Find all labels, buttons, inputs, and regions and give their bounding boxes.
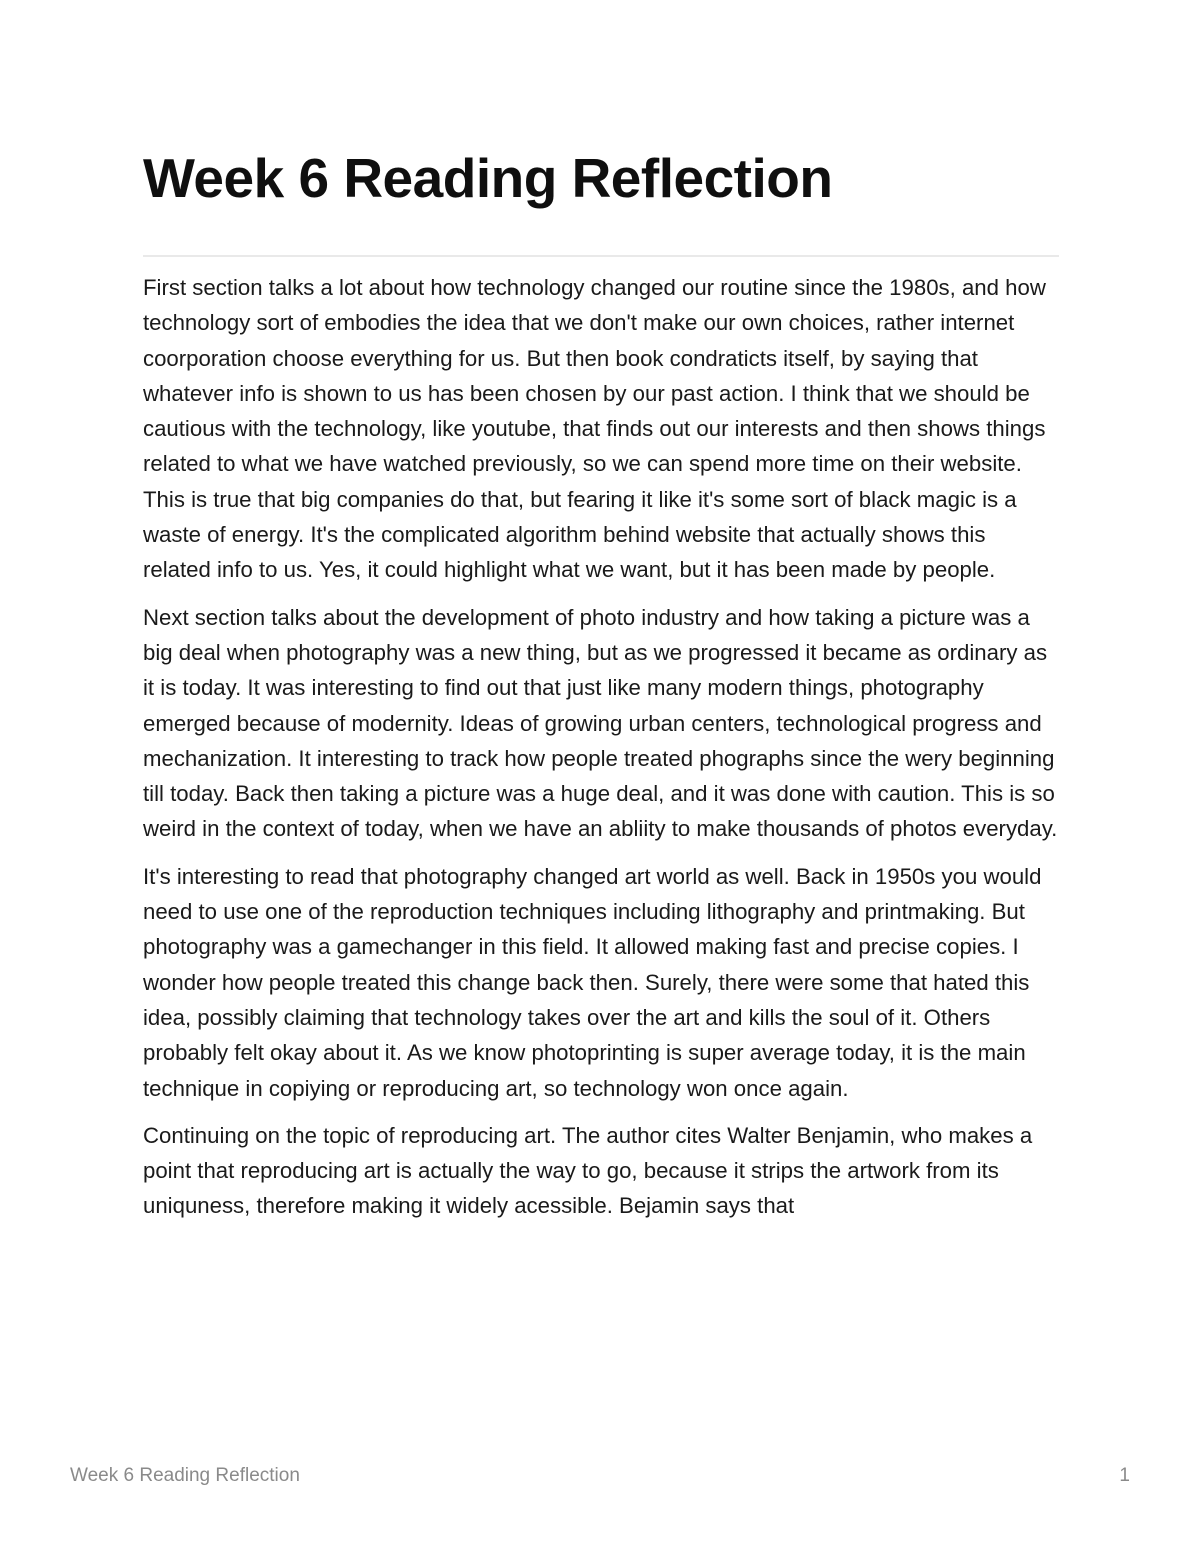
page-title: Week 6 Reading Reflection [143, 147, 833, 209]
paragraph-2: Next section talks about the development of photo industry and how taking a picture was a big deal when photography was a new thing, but as we progressed it became as ordinary as it is today. It was interesting to find out that just like many modern things, photography emerged because of modernity. Ideas of growing urban centers, technological progress and mechanization. It interesting to track how people treated phographs since the wery beginning till today. Back then taking a picture was a huge deal, and it was done with caution. This is so weird in the context of today, when we have an abliity to make thousands of photos everyday. [143, 604, 1058, 842]
document-body [143, 270, 1059, 1236]
title-divider [143, 255, 1059, 257]
paragraph-4: Continuing on the topic of reproducing art. The author cites Walter Benjamin, who makes a point that reproducing art is actually the way to go, because it strips the artwork from its uniquness, therefore making it widely acessible. Bejamin says that [143, 1122, 1033, 1219]
page-number: 1 [1119, 1465, 1130, 1486]
paragraph-3: It's interesting to read that photography changed art world as well. Back in 1950s you would need to use one of the reproduction techniques including lithography and printmaking. But photography was a gamechanger in this field. It allowed making fast and precise copies. I wonder how people treated this change back then. Surely, there were some that hated this idea, possibly claiming that technology takes over the art and kills the soul of it. Others probably felt okay about it. As we know photoprinting is super average today, it is the main technique in copiying or reproducing art, so technology won once again. [143, 863, 1042, 1101]
footer-title: Week 6 Reading Reflection [70, 1465, 300, 1486]
paragraph-1: First section talks a lot about how technology changed our routine since the 1980s, and how technology sort of embodies the idea that we don't make our own choices, rather internet coorporation choose everything for us. But then book condraticts itself, by saying that whatever info is shown to us has been chosen by our past action. I think that we should be cautious with the technology, like youtube, that finds out our interests and then shows things related to what we have watched previously, so we can spend more time on their website. This is true that big companies do that, but fearing it like it's some sort of black magic is a waste of energy. It's the complicated algorithm behind website that actually shows this related info to us. Yes, it could highlight what we want, but it has been made by people. [143, 275, 1046, 583]
